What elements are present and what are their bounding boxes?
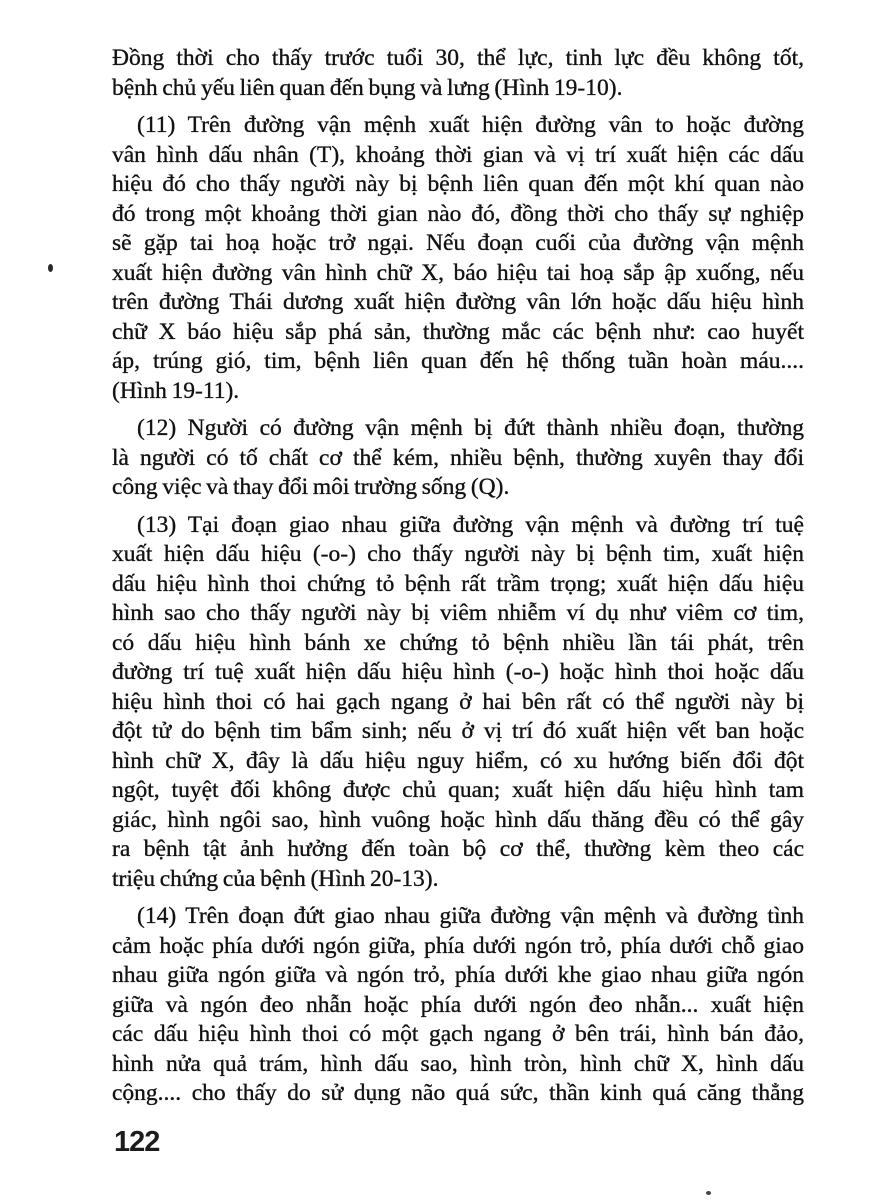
text-line: (12) Người có đường vận mệnh bị đứt thành nhiều đoạn, thường: [137, 415, 804, 441]
text-line: triệu chứng của bệnh (Hình 20-13).: [112, 865, 439, 892]
text-line: công việc và thay đổi môi trường sống (Q).: [112, 474, 510, 500]
text-line: là người có tố chất cơ thể kém, nhiều bệnh, thường xuyên thay đổi: [112, 444, 804, 471]
scan-speck: [706, 1191, 711, 1195]
text-line: các dấu hiệu hình thoi có một gạch ngang ở bên trái, hình bán đảo,: [112, 1021, 804, 1047]
paragraph: [112, 902, 804, 1109]
text-line: trên đường Thái dương xuất hiện đường vân lớn hoặc dấu hiệu hình: [112, 289, 804, 315]
text-line: vân hình dấu nhân (T), khoảng thời gian và vị trí xuất hiện các dấu: [112, 141, 804, 168]
body-text: [112, 44, 804, 1109]
paragraph: [112, 111, 804, 406]
scan-speck: [48, 264, 53, 272]
text-line: ngột, tuyệt đối không được chủ quan; xuất hiện dấu hiệu hình tam: [112, 777, 804, 803]
text-line: xuất hiện dấu hiệu (-o-) cho thấy người này bị bệnh tim, xuất hiện: [112, 541, 804, 567]
text-line: cảm hoặc phía dưới ngón giữa, phía dưới ngón trỏ, phía dưới chỗ giao: [112, 932, 804, 959]
page-number: 122: [114, 1126, 160, 1158]
text-line: hình chữ X, đây là dấu hiệu nguy hiểm, có xu hướng biến đổi đột: [112, 747, 804, 774]
text-line: có dấu hiệu hình bánh xe chứng tỏ bệnh nhiều lần tái phát, trên: [112, 629, 804, 656]
paragraph: [112, 511, 804, 895]
text-line: dấu hiệu hình thoi chứng tỏ bệnh rất trầm trọng; xuất hiện dấu hiệu: [112, 570, 804, 597]
text-line: (11) Trên đường vận mệnh xuất hiện đường vân to hoặc đường: [137, 112, 804, 138]
text-line: hiệu đó cho thấy người này bị bệnh liên quan đến một khí quan nào: [112, 171, 804, 197]
paragraph: [112, 414, 804, 503]
text-line: (14) Trên đoạn đứt giao nhau giữa đường vận mệnh và đường tình: [137, 903, 804, 929]
text-line: hình nửa quả trám, hình dấu sao, hình tròn, hình chữ X, hình dấu: [112, 1050, 804, 1077]
text-line: hình sao cho thấy người này bị viêm nhiễm ví dụ như viêm cơ tim,: [112, 600, 804, 626]
text-line: giác, hình ngôi sao, hình vuông hoặc hình dấu thăng đều có thể gây: [112, 806, 804, 833]
text-line: đột tử do bệnh tim bẩm sinh; nếu ở vị trí đó xuất hiện vết ban hoặc: [112, 718, 804, 744]
text-line: nhau giữa ngón giữa và ngón trỏ, phía dưới khe giao nhau giữa ngón: [112, 962, 804, 988]
text-line: bệnh chủ yếu liên quan đến bụng và lưng (Hình 19-10).: [112, 74, 623, 101]
text-line: (13) Tại đoạn giao nhau giữa đường vận mệnh và đường trí tuệ: [137, 511, 804, 538]
text-line: cộng.... cho thấy do sử dụng não quá sức, thần kinh quá căng thẳng: [112, 1080, 804, 1106]
text-line: ra bệnh tật ảnh hưởng đến toàn bộ cơ thể, thường kèm theo các: [112, 836, 804, 862]
text-line: chữ X báo hiệu sắp phá sản, thường mắc các bệnh như: cao huyết: [112, 318, 804, 345]
text-line: giữa và ngón đeo nhẫn hoặc phía dưới ngón đeo nhẫn... xuất hiện: [112, 991, 804, 1018]
text-line: sẽ gặp tai hoạ hoặc trở ngại. Nếu đoạn cuối của đường vận mệnh: [112, 230, 804, 256]
text-line: Đồng thời cho thấy trước tuổi 30, thể lực, tinh lực đều không tốt,: [112, 45, 804, 71]
text-line: xuất hiện đường vân hình chữ X, báo hiệu tai hoạ sắp ập xuống, nếu: [112, 259, 804, 286]
text-line: (Hình 19-11).: [112, 377, 240, 404]
text-line: áp, trúng gió, tim, bệnh liên quan đến hệ thống tuần hoàn máu....: [112, 348, 804, 374]
text-line: hiệu hình thoi có hai gạch ngang ở hai bên rất có thể người này bị: [112, 688, 804, 715]
text-line: đường trí tuệ xuất hiện dấu hiệu hình (-o-) hoặc hình thoi hoặc dấu: [112, 659, 804, 685]
text-line: đó trong một khoảng thời gian nào đó, đồng thời cho thấy sự nghiệp: [112, 200, 804, 227]
paragraph: [112, 44, 804, 103]
